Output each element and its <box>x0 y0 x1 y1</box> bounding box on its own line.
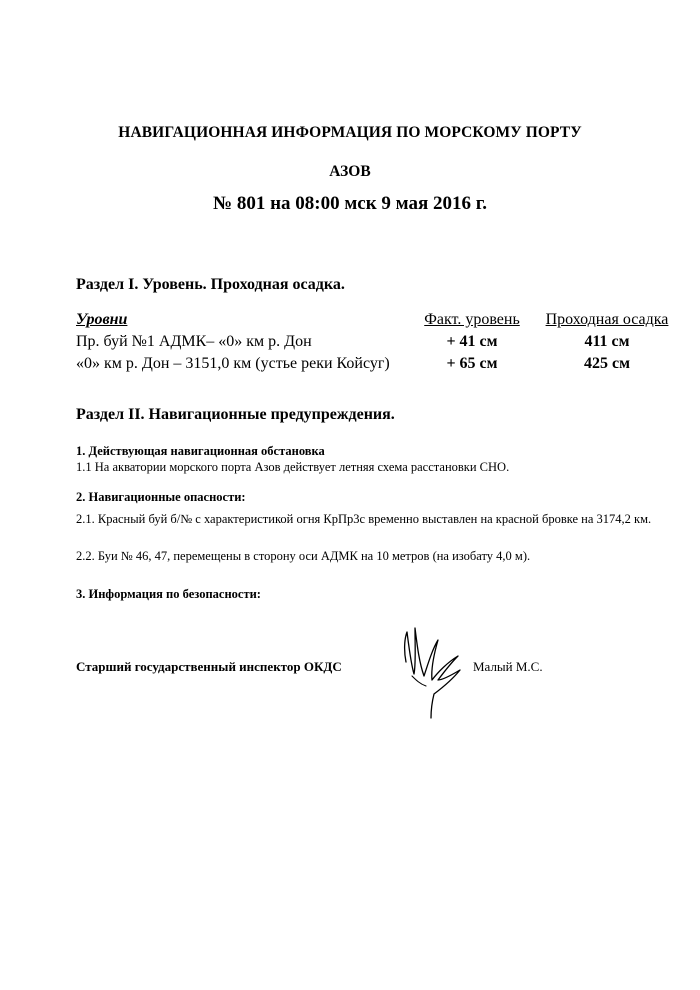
section-1-heading: Раздел I. Уровень. Проходная осадка. <box>76 276 345 293</box>
port-name: АЗОВ <box>329 163 371 180</box>
column-header-draft: Проходная осадка <box>545 311 669 328</box>
subsection-1-heading: 1. Действующая навигационная обстановка <box>76 444 325 458</box>
table-row <box>76 355 676 375</box>
levels-table-header <box>76 311 676 331</box>
subsection-2-heading: 2. Навигационные опасности: <box>76 490 246 504</box>
column-header-levels: Уровни <box>76 311 128 328</box>
subsection-3-heading: 3. Информация по безопасности: <box>76 587 261 601</box>
row-fact-level: + 65 см <box>446 355 498 372</box>
list-item: 2.2. Буи № 46, 47, перемещены в сторону оси АДМК на 10 метров (на изобату 4,0 м). <box>76 549 531 563</box>
table-row <box>76 333 676 353</box>
row-fact-level: + 41 см <box>446 333 498 350</box>
row-location: «0» км р. Дон – 3151,0 км (устье реки Койсуг) <box>76 355 390 372</box>
column-header-fact-level: Факт. уровень <box>424 311 520 328</box>
signer-title: Старший государственный инспектор ОКДС <box>76 659 342 674</box>
list-item: 1.1 На акватории морского порта Азов действует летняя схема расстановки СНО. <box>76 460 510 474</box>
section-2-heading: Раздел II. Навигационные предупреждения. <box>76 406 395 423</box>
list-item: 2.1. Красный буй б/№ с характеристикой огня КрПр3с временно выставлен на красной бровке на 3174,2 км. <box>76 512 652 526</box>
row-draft: 425 см <box>584 355 630 372</box>
row-draft: 411 см <box>584 333 630 350</box>
handwritten-signature-icon <box>398 618 470 722</box>
row-location: Пр. буй №1 АДМК– «0» км р. Дон <box>76 333 312 350</box>
bulletin-number-date: № 801 на 08:00 мск 9 мая 2016 г. <box>212 193 487 214</box>
signer-name: Малый М.С. <box>473 659 543 674</box>
document-title: НАВИГАЦИОННАЯ ИНФОРМАЦИЯ ПО МОРСКОМУ ПОРТУ <box>118 124 582 141</box>
